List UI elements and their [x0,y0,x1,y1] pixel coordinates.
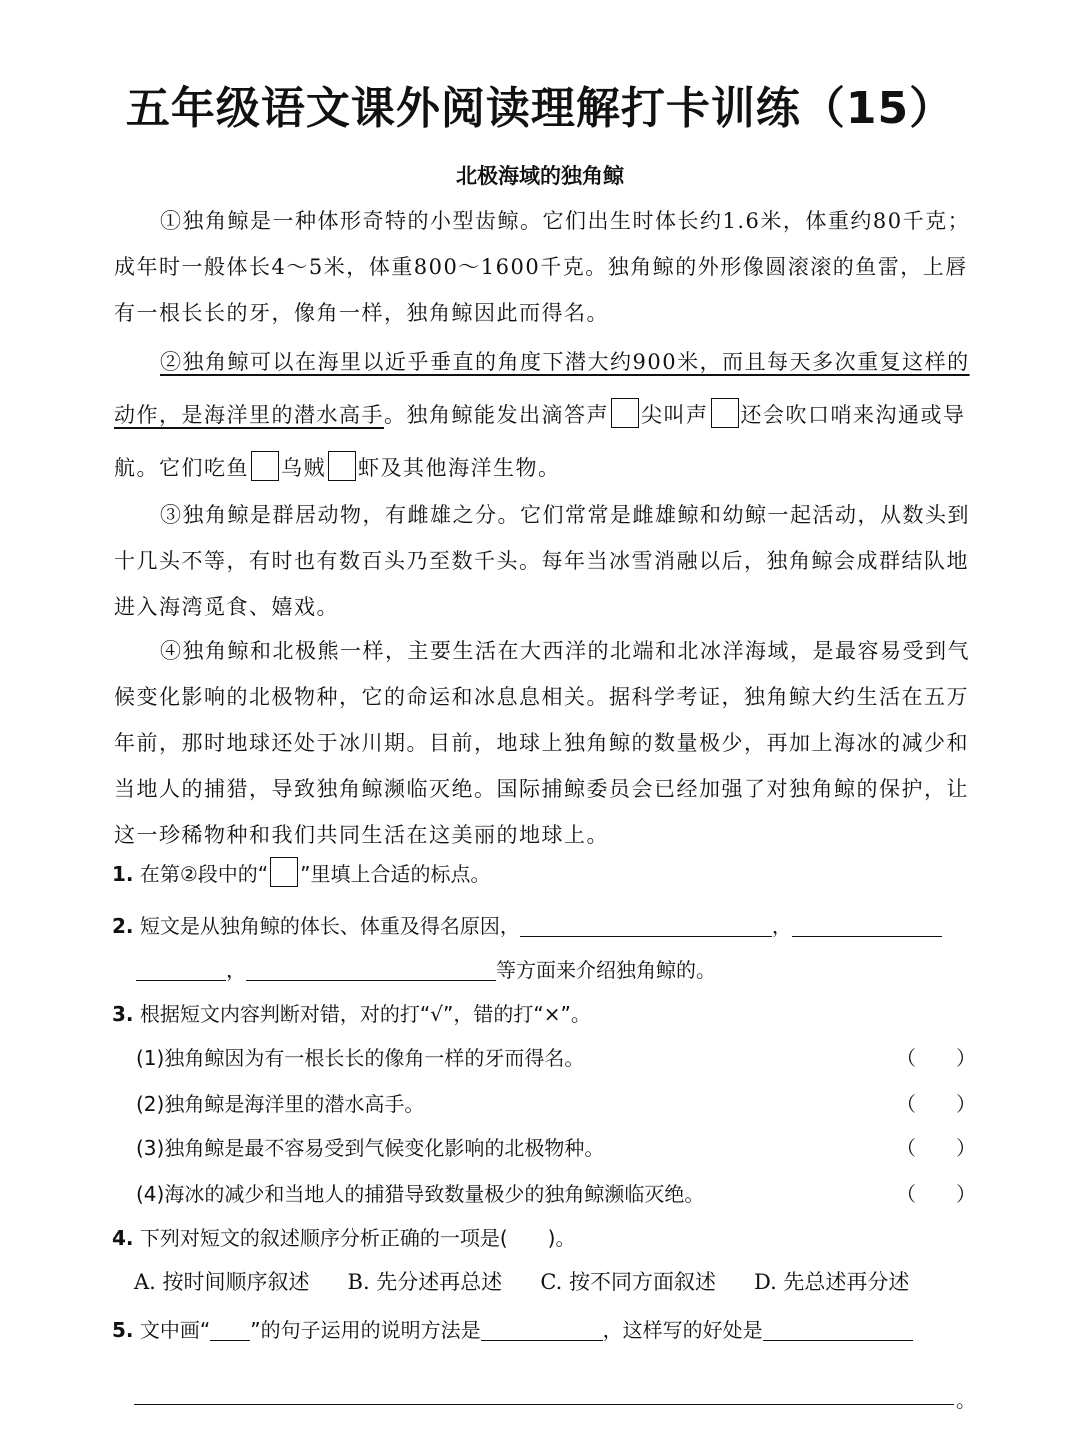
paragraph-2-text-b: 尖叫声 [641,403,709,427]
punctuation-box-3[interactable] [251,451,279,481]
answer-blank-2d[interactable] [246,954,496,981]
question-2-line-2 [136,950,982,990]
question-3-number: 3. [112,1002,134,1026]
underlined-sentence: ②独角鲸可以在海里以近乎垂直的角度下潜大约900米，而且每天多次重复这样的动作，是海洋里的潜水高手 [114,350,970,427]
judge-item-1-text: (1)独角鲸因为有一根长长的像角一样的牙而得名。 [136,1046,585,1070]
question-4-number: 4. [112,1226,134,1250]
paragraph-2-text-a: 。独角鲸能发出滴答声 [384,403,609,427]
paragraph-2-text-e: 虾及其他海洋生物。 [358,456,561,480]
paragraph-1 [114,198,976,336]
underline-sample [210,1314,250,1341]
question-5-text-c: ，这样写的好处是 [602,1318,763,1342]
option-a[interactable]: A. 按时间顺序叙述 [134,1270,310,1294]
judge-item-4-text: (4)海冰的减少和当地人的捕猎导致数量极少的独角鲸濒临灭绝。 [136,1182,705,1206]
answer-blank-5a[interactable] [481,1314,603,1341]
punctuation-box-2[interactable] [711,398,739,428]
question-2-number: 2. [112,914,134,938]
question-1-text-a: 在第②段中的“ [139,862,269,886]
punctuation-box-1[interactable] [611,398,639,428]
answer-blank-2b[interactable] [792,910,942,937]
paragraph-3-text: ③独角鲸是群居动物，有雌雄之分。它们常常是雌雄鲸和幼鲸一起活动，从数头到十几头不等，有时也有数百头乃至数千头。每年当冰雪消融以后，独角鲸会成群结队地进入海湾觅食、嬉戏。 [114,503,970,619]
answer-blank-2a[interactable] [520,910,772,937]
judge-answer-3[interactable]: （ ） [896,1136,976,1160]
question-4-options [134,1262,974,1302]
question-5-number: 5. [112,1318,134,1342]
answer-blank-5b[interactable] [763,1314,913,1341]
judge-item-2 [136,1084,976,1124]
question-3 [112,994,982,1034]
judge-item-4 [136,1174,976,1214]
question-2 [112,906,982,946]
judge-answer-4[interactable]: （ ） [896,1182,976,1206]
answer-blank-2c[interactable] [136,954,226,981]
question-1-box-icon [270,857,298,887]
question-5-text-b: ”的句子运用的说明方法是 [250,1318,481,1342]
judge-item-3 [136,1128,976,1168]
judge-item-2-text: (2)独角鲸是海洋里的潜水高手。 [136,1092,425,1116]
question-2-text: 短文是从独角鲸的体长、体重及得名原因， [139,914,520,938]
judge-answer-2[interactable]: （ ） [896,1092,976,1116]
question-1-number: 1. [112,862,134,886]
question-4-text: 下列对短文的叙述顺序分析正确的一项是( )。 [139,1226,576,1250]
page-title: 五年级语文课外阅读理解打卡训练（15） [125,83,955,134]
judge-item-1 [136,1038,976,1078]
question-2-end: 等方面来介绍独角鲸的。 [496,958,716,982]
paragraph-2 [114,336,976,495]
punctuation-box-4[interactable] [328,451,356,481]
question-3-text: 根据短文内容判断对错，对的打“√”，错的打“×”。 [139,1002,591,1026]
question-2-comma-1: ， [771,914,792,938]
option-b[interactable]: B. 先分述再总述 [347,1270,503,1294]
option-d[interactable]: D. 先总述再分述 [753,1270,910,1294]
question-2-comma-2: ， [226,958,246,982]
question-5 [112,1310,982,1350]
question-5-end: 。 [956,1388,976,1412]
judge-item-3-text: (3)独角鲸是最不容易受到气候变化影响的北极物种。 [136,1136,605,1160]
paragraph-3 [114,492,976,630]
paragraph-4-text: ④独角鲸和北极熊一样，主要生活在大西洋的北端和北冰洋海域，是最容易受到气候变化影响的北极物种，它的命运和冰息息相关。据科学考证，独角鲸大约生活在五万年前，那时地球还处于冰川期。目前，地球上独角鲸的数量极少，再加上海冰的减少和当地人的捕猎，导致独角鲸濒临灭绝。国际捕鲸委员会已经加强了对独角鲸的保护，让这一珍稀物种和我们共同生活在这美丽的地球上。 [114,639,970,847]
question-5-text-a: 文中画“ [139,1318,211,1342]
question-1 [112,854,982,894]
option-c[interactable]: C. 按不同方面叙述 [540,1270,716,1294]
question-1-text-b: ”里填上合适的标点。 [300,862,491,886]
paragraph-2-text-d: 乌贼 [281,456,326,480]
paragraph-2-text-c: 还会吹口哨来沟通或导航。它们吃鱼 [114,403,966,480]
paragraph-1-text: ①独角鲸是一种体形奇特的小型齿鲸。它们出生时体长约1.6米，体重约80千克；成年时一般体长4～5米，体重800～1600千克。独角鲸的外形像圆滚滚的鱼雷，上唇有一根长长的牙，像角一样，独角鲸因此而得名。 [114,209,971,325]
paragraph-4 [114,628,976,858]
article-title: 北极海域的独角鲸 [456,164,624,188]
question-4 [112,1218,982,1258]
judge-answer-1[interactable]: （ ） [896,1046,976,1070]
answer-blank-5c[interactable] [134,1404,954,1405]
